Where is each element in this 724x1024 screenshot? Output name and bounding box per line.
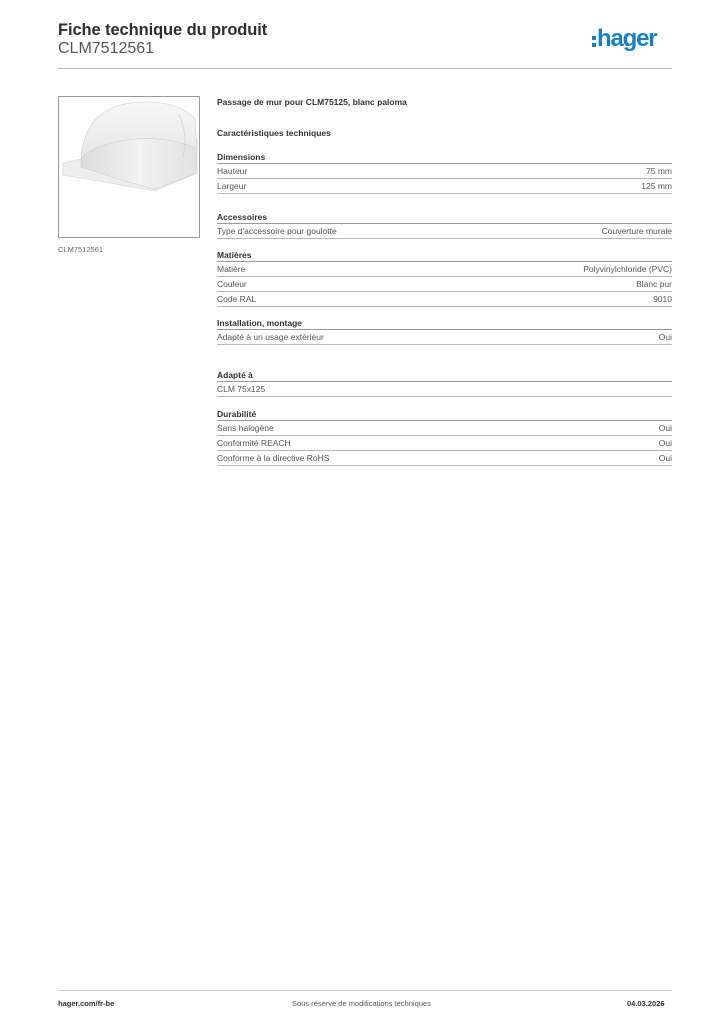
section-title: Dimensions bbox=[217, 152, 672, 164]
wall-passage-cover-icon bbox=[59, 97, 199, 237]
image-caption: CLM7512561 bbox=[58, 245, 104, 254]
spec-row bbox=[217, 262, 672, 277]
spec-value: Couverture murale bbox=[601, 226, 672, 236]
spec-label: Hauteur bbox=[217, 166, 248, 176]
spec-value: 75 mm bbox=[646, 166, 672, 176]
spec-value: Polyvinylchloride (PVC) bbox=[583, 264, 672, 274]
spec-row bbox=[217, 436, 672, 451]
footer-website-link[interactable]: hager.com/fr-be bbox=[58, 999, 115, 1008]
section-matieres bbox=[217, 250, 672, 318]
spec-row bbox=[217, 330, 672, 345]
spec-row bbox=[217, 224, 672, 239]
product-description: Passage de mur pour CLM75125, blanc paloma bbox=[217, 97, 407, 107]
page-title: Fiche technique du produit bbox=[58, 21, 268, 39]
logo-dots-icon bbox=[592, 36, 596, 50]
logo-text: hager bbox=[597, 25, 657, 52]
section-installation bbox=[217, 318, 672, 370]
hager-logo bbox=[592, 27, 656, 51]
spec-label: Code RAL bbox=[217, 294, 257, 304]
technical-specs bbox=[217, 97, 672, 466]
section-title: Adapté à bbox=[217, 370, 672, 382]
specs-subtitle: Caractéristiques techniques bbox=[217, 128, 331, 138]
spec-label: Conformité REACH bbox=[217, 438, 291, 448]
spec-value: Oui bbox=[658, 332, 672, 342]
section-adapte bbox=[217, 370, 672, 409]
spec-value: 9010 bbox=[653, 294, 672, 304]
spec-value: Blanc pur bbox=[636, 279, 672, 289]
spec-label: Matière bbox=[217, 264, 246, 274]
spec-label: CLM 75x125 bbox=[217, 384, 266, 394]
spec-value: Oui bbox=[658, 423, 672, 433]
spec-row bbox=[217, 421, 672, 436]
spec-row bbox=[217, 164, 672, 179]
spec-label: Conforme à la directive RoHS bbox=[217, 453, 330, 463]
section-dimensions bbox=[217, 152, 672, 212]
spec-value: 125 mm bbox=[641, 181, 672, 191]
footer-notice: Sous réserve de modifications techniques bbox=[292, 999, 431, 1008]
spec-row bbox=[217, 277, 672, 292]
spec-value: Oui bbox=[658, 453, 672, 463]
spec-label: Adapté à un usage extérieur bbox=[217, 332, 324, 342]
header-divider bbox=[58, 68, 672, 69]
section-accessoires bbox=[217, 212, 672, 250]
spec-label: Sans halogène bbox=[217, 423, 274, 433]
spec-label: Largeur bbox=[217, 181, 247, 191]
section-title: Accessoires bbox=[217, 212, 672, 224]
spec-row bbox=[217, 382, 672, 397]
section-title: Installation, montage bbox=[217, 318, 672, 330]
spec-row bbox=[217, 451, 672, 466]
section-durabilite bbox=[217, 409, 672, 466]
product-image bbox=[58, 96, 200, 238]
footer-date: 04.03.2026 bbox=[627, 999, 665, 1008]
spec-value: Oui bbox=[658, 438, 672, 448]
spec-label: Couleur bbox=[217, 279, 247, 289]
spec-row bbox=[217, 179, 672, 194]
spec-label: Type d'accessoire pour goulotte bbox=[217, 226, 337, 236]
section-title: Durabilité bbox=[217, 409, 672, 421]
section-title: Matières bbox=[217, 250, 672, 262]
footer-divider bbox=[58, 990, 672, 991]
spec-row bbox=[217, 292, 672, 307]
product-reference: CLM7512561 bbox=[58, 40, 155, 57]
